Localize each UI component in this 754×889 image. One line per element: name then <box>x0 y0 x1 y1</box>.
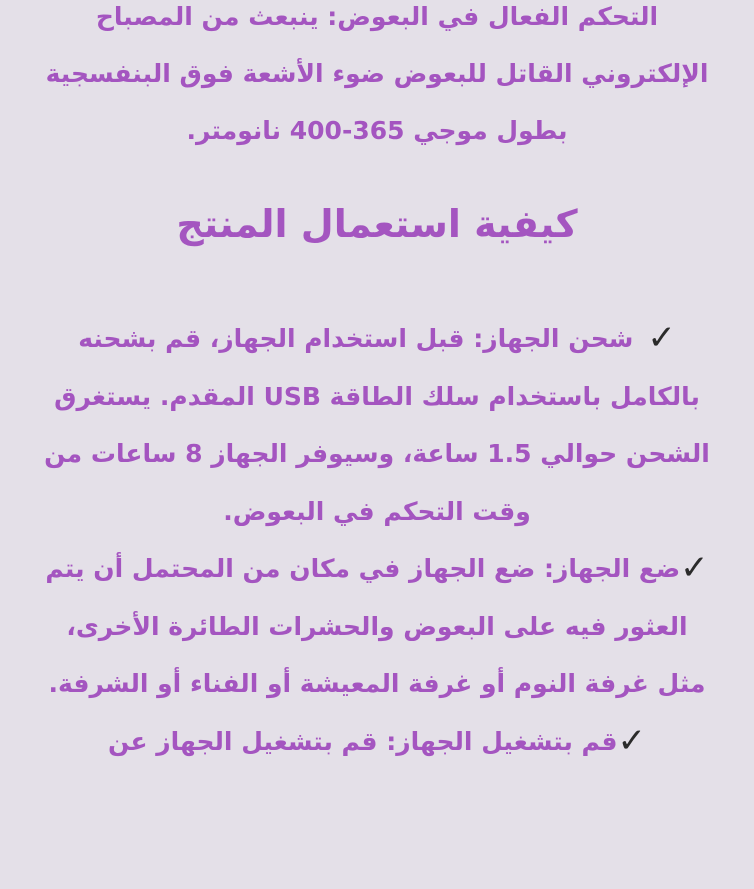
usage-step-place <box>40 540 714 713</box>
step-text: شحن الجهاز: قبل استخدام الجهاز، قم بشحنه بالكامل باستخدام سلك الطاقة USB المقدم. يستغرق الشحن حوالي 1.5 ساعة، وسيوفر الجهاز 8 ساعات من وقت التحكم في البعوض. <box>44 324 710 526</box>
step-text: قم بتشغيل الجهاز: قم بتشغيل الجهاز عن <box>107 726 618 756</box>
usage-step-charge <box>40 310 714 540</box>
checkmark-icon: ✓ <box>680 548 709 588</box>
usage-step-power-on <box>40 713 714 771</box>
checkmark-icon: ✓ <box>617 720 647 761</box>
intro-paragraph: التحكم الفعال في البعوض: ينبعث من المصباح الإلكتروني القاتل للبعوض ضوء الأشعة فوق البنفسجية بطول موجي 365-400 نانومتر. <box>45 2 709 145</box>
checkmark-icon: ✓ <box>647 318 676 358</box>
section-title: كيفية استعمال المنتج <box>176 202 578 246</box>
step-text: ضع الجهاز: ضع الجهاز في مكان من المحتمل أن يتم العثور فيه على البعوض والحشرات الطائرة الأخرى، مثل غرفة النوم أو غرفة المعيشة أو الفناء أو الشرفة. <box>45 554 706 698</box>
usage-steps-list <box>40 310 714 770</box>
